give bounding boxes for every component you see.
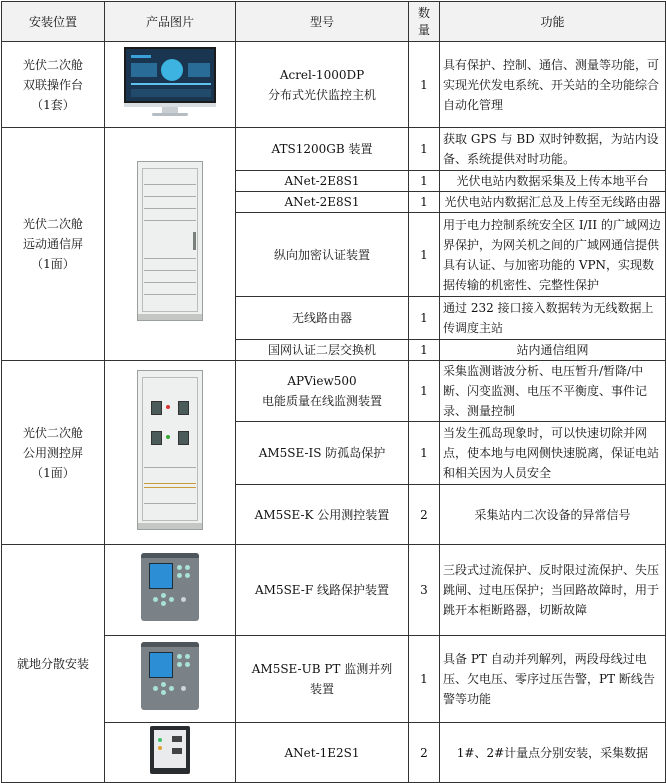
- model-cell: [236, 636, 409, 723]
- function-cell: 1#、2#计量点分别安装，采集数据: [440, 723, 666, 783]
- model-cell: ANet-2E8S1: [236, 171, 409, 192]
- qty-cell: 1: [409, 42, 440, 128]
- function-cell: 光伏电站内数据采集及上传本地平台: [440, 171, 666, 192]
- product-image-cell: [105, 42, 236, 128]
- location-line: 就地分散安装: [16, 656, 89, 671]
- qty-cell: 1: [409, 636, 440, 723]
- table-row: [2, 128, 666, 171]
- table-row: [2, 361, 666, 422]
- model-cell: ANet-2E8S1: [236, 192, 409, 213]
- function-cell: 获取 GPS 与 BD 双时钟数据，为站内设备、系统提供对时功能。: [440, 128, 666, 171]
- function-cell: 通过 232 接口接入数据转为无线数据上传调度主站: [440, 297, 666, 340]
- qty-cell: 1: [409, 297, 440, 340]
- location-line: （1套）: [31, 97, 75, 112]
- model-cell: AM5SE-K 公用测控装置: [236, 485, 409, 545]
- model-cell: ANet-1E2S1: [236, 723, 409, 783]
- table-row: [2, 545, 666, 636]
- qty-cell: 2: [409, 723, 440, 783]
- model-cell: AM5SE-F 线路保护装置: [236, 545, 409, 636]
- model-cell: [236, 361, 409, 422]
- header-qty-text: 数量: [417, 5, 430, 37]
- communication-cabinet-image: [137, 161, 203, 321]
- qty-cell: 1: [409, 340, 440, 361]
- location-line: 公用测控屏: [22, 445, 83, 460]
- location-line: 光伏二次舱: [22, 217, 83, 231]
- function-cell: 采集站内二次设备的异常信号: [440, 485, 666, 545]
- location-line: 远动通信屏: [22, 237, 83, 251]
- function-cell: 用于电力控制系统安全区 I/II 的广域网边界保护，为网关机之间的广域网通信提供具有认证、与加密功能的 VPN，实现数据传输的机密性、完整性保护: [440, 213, 666, 297]
- model-line: APView500: [287, 374, 357, 388]
- table-row: [2, 42, 666, 128]
- location-line: （1面）: [31, 465, 75, 480]
- measurement-control-cabinet-image: [137, 370, 203, 530]
- qty-cell: 1: [409, 128, 440, 171]
- header-model: 型号: [236, 2, 409, 42]
- relay-protection-device-image: [141, 642, 199, 710]
- model-cell: ATS1200GB 装置: [236, 128, 409, 171]
- relay-protection-device-image: [141, 553, 199, 621]
- qty-cell: 1: [409, 171, 440, 192]
- function-cell: 具备 PT 自动并列解列，两段母线过电压、欠电压、零序过压告警，PT 断线告警等功能: [440, 636, 666, 723]
- model-line: 装置: [309, 682, 334, 696]
- function-cell: 具有保护、控制、通信、测量等功能，可实现光伏发电系统、开关站的全功能综合自动化管理: [440, 42, 666, 128]
- location-line: （1面）: [31, 257, 75, 271]
- function-cell: 站内通信组网: [440, 340, 666, 361]
- qty-cell: 3: [409, 545, 440, 636]
- model-line: AM5SE-UB PT 监测并列: [251, 662, 393, 676]
- model-cell: [236, 42, 409, 128]
- model-line: 电能质量在线监测装置: [261, 394, 382, 408]
- product-image-cell: [105, 545, 236, 636]
- monitor-workstation-image: [122, 47, 218, 117]
- product-image-cell: [105, 361, 236, 545]
- model-cell: 纵向加密认证装置: [236, 213, 409, 297]
- qty-cell: 1: [409, 213, 440, 297]
- function-cell: 当发生孤岛现象时，可以快速切除并网点，使本地与电网侧快速脱离，保证电站和相关因为人员安全: [440, 422, 666, 485]
- qty-cell: 1: [409, 422, 440, 485]
- header-image: 产品图片: [105, 2, 236, 42]
- model-line: Acrel-1000DP: [279, 67, 365, 82]
- location-cell: [2, 128, 105, 361]
- model-cell: 无线路由器: [236, 297, 409, 340]
- model-line: 分布式光伏监控主机: [267, 87, 376, 102]
- qty-cell: 1: [409, 361, 440, 422]
- location-line: 光伏二次舱: [22, 57, 83, 72]
- network-module-image: [150, 726, 190, 774]
- qty-cell: 2: [409, 485, 440, 545]
- location-cell: [2, 545, 105, 783]
- location-line: 光伏二次舱: [22, 425, 83, 440]
- product-image-cell: [105, 128, 236, 361]
- product-image-cell: [105, 636, 236, 723]
- function-cell: 三段式过流保护、反时限过流保护、失压跳闸、过电压保护；当回路故障时，用于跳开本柜断路器，切断故障: [440, 545, 666, 636]
- header-function: 功能: [440, 2, 666, 42]
- qty-cell: 1: [409, 192, 440, 213]
- header-location: 安装位置: [2, 2, 105, 42]
- function-cell: 采集监测谐波分析、电压暂升/暂降/中断、闪变监测、电压不平衡度、事件记录、测量控制: [440, 361, 666, 422]
- location-cell: [2, 42, 105, 128]
- equipment-table: [1, 1, 666, 783]
- header-qty: [409, 2, 440, 42]
- model-cell: AM5SE-IS 防孤岛保护: [236, 422, 409, 485]
- location-cell: [2, 361, 105, 545]
- location-line: 双联操作台: [22, 77, 83, 92]
- model-cell: 国网认证二层交换机: [236, 340, 409, 361]
- function-cell: 光伏电站内数据汇总及上传至无线路由器: [440, 192, 666, 213]
- header-row: [2, 2, 666, 42]
- product-image-cell: [105, 723, 236, 783]
